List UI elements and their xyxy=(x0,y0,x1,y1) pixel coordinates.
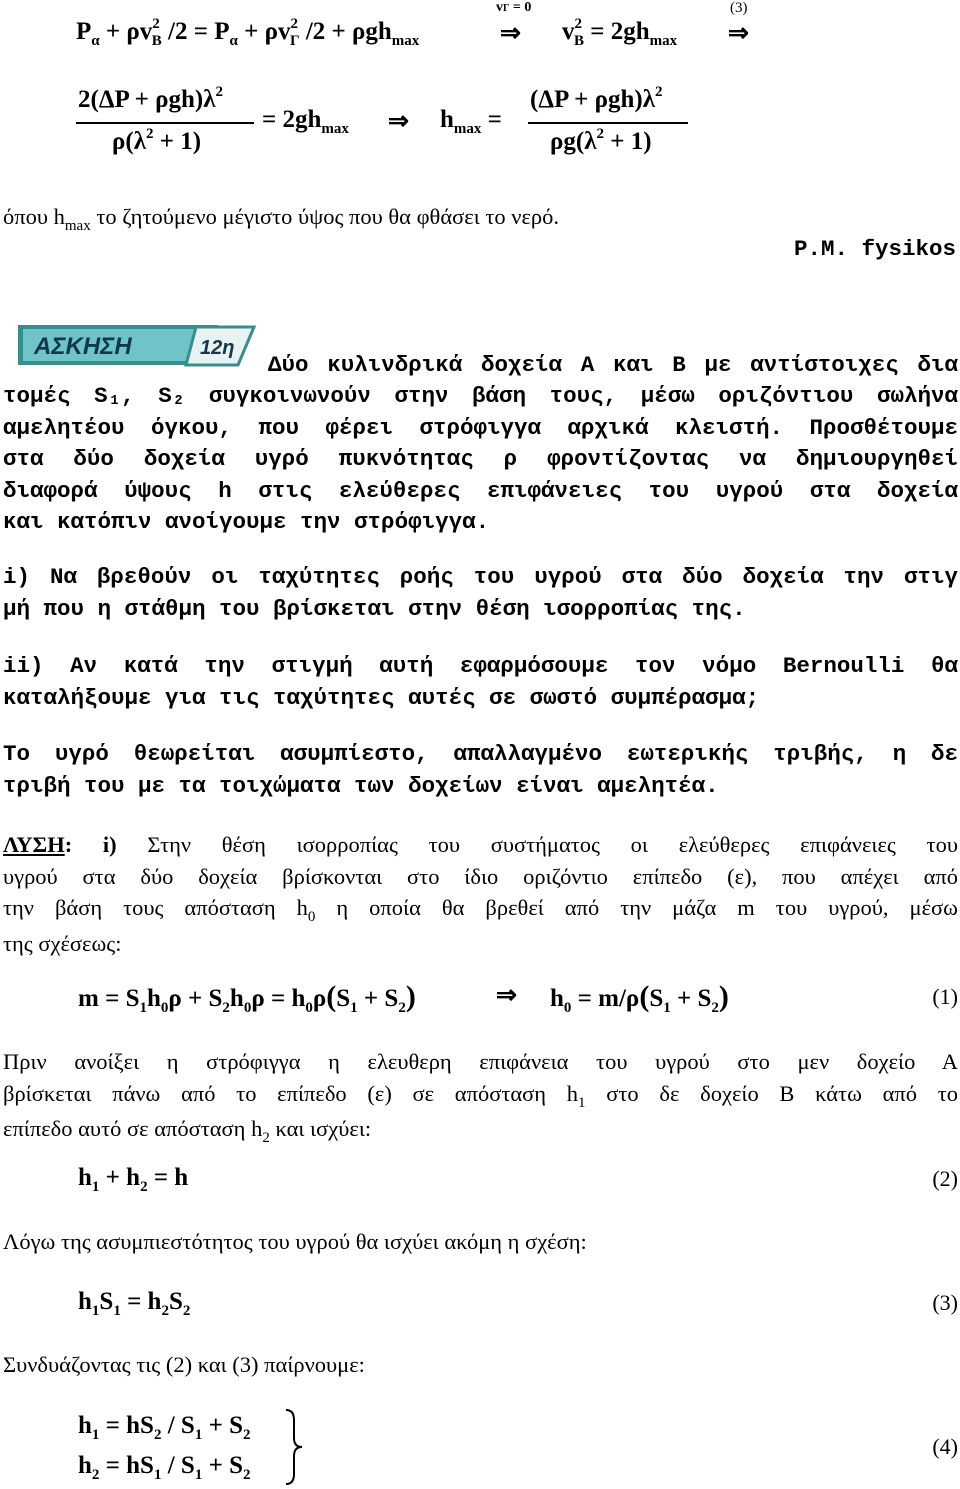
implies-arrow-4: ⇒ xyxy=(496,982,517,1009)
question-ii-line: καταλήξουμε για τις ταχύτητες αυτές σε σωστό συμπέρασμα; xyxy=(3,684,760,711)
solution-line: την βάση τους απόσταση $h_0$ η οποία θα βρεθεί από την μάζα m του υγρού, μέσω xyxy=(3,895,958,925)
equation-1: $m = S_1h_0\rho + S_2h_0\rho = h_0\rho(S_1 + S_2)$ xyxy=(78,980,416,1016)
question-i-line: i) Να βρεθούν οι ταχύτητες ροής του υγρού στα δύο δοχεία την στιγ xyxy=(3,564,958,590)
solution-line: της σχέσεως: xyxy=(3,930,122,956)
exercise-line: και κατόπιν ανοίγουμε την στρόφιγγα. xyxy=(3,509,490,535)
equation-4-number: (4) xyxy=(932,1434,958,1459)
equation-4-line-2: $h_2 = hS_1 / S_1 + S_2$ xyxy=(78,1452,251,1483)
fraction2-denominator: $\rho g(\lambda^2 + 1)$ xyxy=(550,126,652,155)
equation-3-number: (3) xyxy=(932,1290,958,1315)
question-i-line: μή που η στάθμη του βρίσκεται στην θέση ισορροπίας της. xyxy=(3,595,746,622)
implies-arrow-3: ⇒ xyxy=(388,108,409,135)
equation-4-brace xyxy=(284,1408,306,1486)
solution-line: υγρού στα δύο δοχεία βρίσκονται στο ίδιο οριζόντιο επίπεδο (ε), που απέχει από xyxy=(3,863,958,889)
exercise-badge xyxy=(18,323,256,369)
fraction1-bar xyxy=(76,122,254,124)
implies-arrow-2: ⇒ xyxy=(728,20,749,47)
solution-text xyxy=(3,829,958,959)
condition-label: vΓ = 0 xyxy=(496,0,532,15)
equation-4-line-1: $h_1 = hS_2 / S_1 + S_2$ xyxy=(78,1412,251,1443)
fraction1-numerator: $2(\Delta P + \rho gh)\lambda^2$ xyxy=(78,84,224,113)
question-ii-line: ii) Αν κατά την στιγμή αυτή εφαρμόσουμε τον νόμο Bernoulli θα xyxy=(3,653,958,679)
fraction1-result: = $2gh_{max}$ xyxy=(262,106,349,137)
author-signature: P.M. fysikos xyxy=(793,236,956,262)
equation-3: $h_1S_1 = h_2S_2$ xyxy=(78,1288,191,1319)
exercise-line: στα δύο δοχεία υγρό πυκνότητας ρ φροντίζοντας να δημιουργηθεί xyxy=(3,446,958,472)
implies-arrow-1: ⇒ xyxy=(500,20,521,47)
bernoulli-equation: $P_\alpha + \rho v^2_B$ $/2 = P_\alpha + \rho v^2_\Gamma$ /2 + ρgh$_{max}$ xyxy=(76,16,420,49)
h0-result: $h_0 = m/\rho(S_1 + S_2)$ xyxy=(550,980,729,1016)
velocity-result: $v^2_B = 2gh_{max}$ xyxy=(562,16,678,49)
paragraph-2 xyxy=(3,1046,958,1149)
paragraph-2-line: Πριν ανοίξει η στρόφιγγα η ελευθερη επιφάνεια του υγρού στο μεν δοχείο Α xyxy=(3,1049,958,1074)
exercise-line: διαφορά ύψους h στις ελεύθερες επιφάνειες του υγρού στα δοχεία xyxy=(3,477,958,504)
solution-label: ΛΥΣΗ xyxy=(3,832,65,857)
note-line: Το υγρό θεωρείται ασυμπίεστο, απαλλαγμένο εωτερικής τριβής, η δε xyxy=(3,741,958,767)
paragraph-2-line: βρίσκεται πάνω από το επίπεδο (ε) σε απόσταση $h_1$ στο δε δοχείο Β κάτω από το xyxy=(3,1080,958,1111)
explanation-line: όπου $h_{max}$ το ζητούμενο μέγιστο ύψος που θα φθάσει το νερό. xyxy=(3,204,560,234)
fraction1-denominator: $\rho(\lambda^2 + 1)$ xyxy=(112,126,202,155)
note-line: τριβή του με τα τοιχώματα των δοχείων είναι αμελητέα. xyxy=(3,772,719,799)
fraction2-bar xyxy=(528,122,688,124)
hmax-label: $h_{max}$ = xyxy=(440,106,502,137)
exercise-text xyxy=(3,381,958,539)
exercise-first-line: Δύο κυλινδρικά δοχεία Α και Β με αντίστοιχες δια xyxy=(268,352,958,378)
solution-line: ΛΥΣΗ: i) Στην θέση ισορροπίας του συστήματος οι ελεύθερες επιφάνειες του xyxy=(3,832,958,857)
question-ii xyxy=(3,651,958,714)
note xyxy=(3,739,958,802)
equation-2-number: (2) xyxy=(932,1166,958,1191)
question-i xyxy=(3,562,958,625)
badge-word: ΑΣΚΗΣΗ xyxy=(34,333,132,360)
equation-1-number: (1) xyxy=(932,984,958,1009)
paragraph-3: Λόγω της ασυμπιεστότητος του υγρού θα ισχύει ακόμη η σχέση: xyxy=(3,1229,587,1254)
equation-label-3-top: (3) xyxy=(730,0,748,16)
equation-2: $h_1 + h_2 = h$ xyxy=(78,1164,189,1195)
badge-number: 12η xyxy=(200,337,235,359)
fraction2-numerator: $(\Delta P + \rho gh)\lambda^2$ xyxy=(530,84,663,113)
exercise-line: τομές S₁, S₂ συγκοινωνούν στην βάση τους, μέσω οριζόντιου σωλήνα xyxy=(3,383,958,409)
paragraph-2-line: επίπεδο αυτό σε απόσταση $h_2$ και ισχύει: xyxy=(3,1116,372,1146)
exercise-line: αμελητέου όγκου, που φέρει στρόφιγγα αρχικά κλειστή. Προσθέτουμε xyxy=(3,414,958,441)
paragraph-4: Συνδυάζοντας τις (2) και (3) παίρνουμε: xyxy=(3,1352,365,1377)
